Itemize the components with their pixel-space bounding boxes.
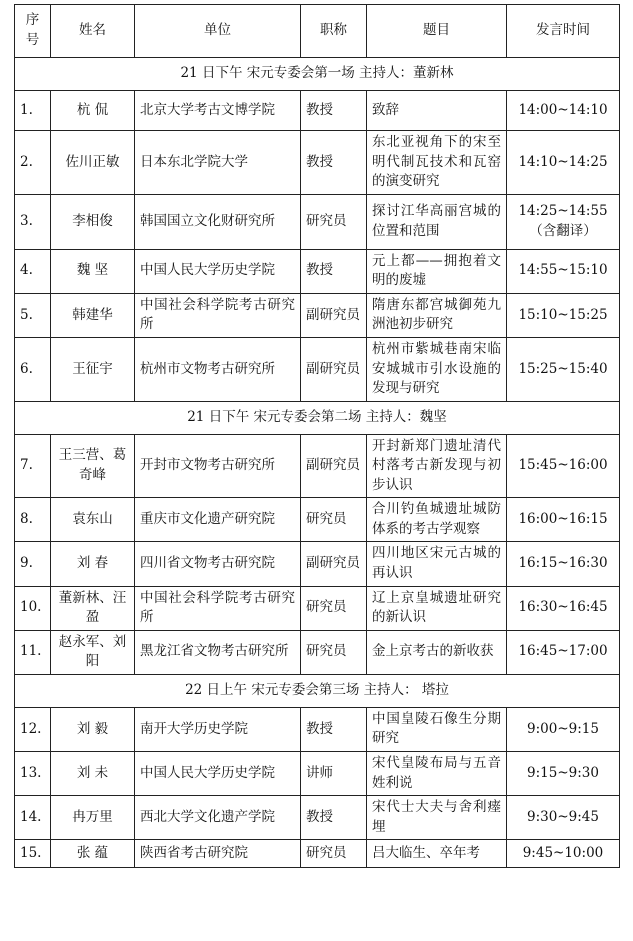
speaker-unit: 中国人民大学历史学院	[135, 249, 301, 293]
speaker-title: 副研究员	[301, 337, 367, 401]
speaker-title: 研究员	[301, 586, 367, 630]
table-row	[15, 249, 620, 293]
speaker-unit: 重庆市文化遗产研究院	[135, 498, 301, 542]
speaker-unit: 中国社会科学院考古研究所	[135, 293, 301, 337]
header-no: 序号	[15, 5, 51, 58]
table-row	[15, 751, 620, 795]
table-row	[15, 293, 620, 337]
speaker-name: 李相俊	[51, 194, 135, 249]
session-title: 22 日上午 宋元专委会第三场 主持人： 塔拉	[15, 674, 620, 707]
row-number: 12.	[15, 707, 51, 751]
talk-time-cell	[507, 293, 620, 337]
session-header-row	[15, 674, 620, 707]
speaker-name: 刘 春	[51, 542, 135, 586]
speaker-name: 张 蕴	[51, 840, 135, 868]
speaker-unit: 四川省文物考古研究院	[135, 542, 301, 586]
talk-time: 14:10~14:25	[518, 153, 608, 170]
talk-time: 16:00~16:15	[518, 511, 608, 528]
talk-time-cell	[507, 707, 620, 751]
schedule-table	[14, 4, 620, 868]
header-title: 职称	[301, 5, 367, 58]
table-row	[15, 586, 620, 630]
talk-time: 9:15~9:30	[527, 764, 599, 781]
row-number: 2.	[15, 131, 51, 195]
speaker-name: 魏 坚	[51, 249, 135, 293]
talk-topic: 吕大临生、卒年考	[367, 840, 507, 868]
talk-time-cell	[507, 91, 620, 131]
table-row	[15, 840, 620, 868]
speaker-name: 韩建华	[51, 293, 135, 337]
talk-time: 16:30~16:45	[518, 599, 608, 616]
speaker-name: 王征宇	[51, 337, 135, 401]
talk-time-cell	[507, 751, 620, 795]
table-row	[15, 542, 620, 586]
speaker-title: 教授	[301, 707, 367, 751]
talk-time-cell	[507, 194, 620, 249]
talk-time-cell	[507, 498, 620, 542]
row-number: 5.	[15, 293, 51, 337]
talk-time-cell	[507, 249, 620, 293]
talk-time-cell	[507, 796, 620, 840]
talk-topic: 合川钓鱼城遗址城防体系的考古学观察	[367, 498, 507, 542]
talk-time-cell	[507, 542, 620, 586]
row-number: 14.	[15, 796, 51, 840]
talk-topic: 东北亚视角下的宋至明代制瓦技术和瓦窑的演变研究	[367, 131, 507, 195]
speaker-unit: 中国人民大学历史学院	[135, 751, 301, 795]
talk-time-cell	[507, 630, 620, 674]
row-number: 13.	[15, 751, 51, 795]
row-number: 7.	[15, 434, 51, 498]
speaker-title: 研究员	[301, 498, 367, 542]
table-row	[15, 796, 620, 840]
talk-time: 16:15~16:30	[518, 555, 608, 572]
talk-topic: 中国皇陵石像生分期研究	[367, 707, 507, 751]
talk-topic: 隋唐东都宫城御苑九洲池初步研究	[367, 293, 507, 337]
table-row	[15, 337, 620, 401]
row-number: 3.	[15, 194, 51, 249]
header-topic: 题目	[367, 5, 507, 58]
talk-time-cell	[507, 586, 620, 630]
speaker-unit: 西北大学文化遗产学院	[135, 796, 301, 840]
session-title: 21 日下午 宋元专委会第二场 主持人：魏坚	[15, 401, 620, 434]
table-row	[15, 131, 620, 195]
session-title: 21 日下午 宋元专委会第一场 主持人：董新林	[15, 58, 620, 91]
talk-topic: 辽上京皇城遗址研究的新认识	[367, 586, 507, 630]
header-unit: 单位	[135, 5, 301, 58]
talk-time: 15:25~15:40	[518, 360, 608, 377]
speaker-unit: 韩国国立文化财研究所	[135, 194, 301, 249]
talk-time: 9:45~10:00	[522, 844, 604, 861]
row-number: 6.	[15, 337, 51, 401]
speaker-name: 赵永军、刘 阳	[51, 630, 135, 674]
session-header-row	[15, 401, 620, 434]
talk-topic: 元上都——拥抱着文明的废墟	[367, 249, 507, 293]
speaker-unit: 南开大学历史学院	[135, 707, 301, 751]
row-number: 11.	[15, 630, 51, 674]
speaker-title: 讲师	[301, 751, 367, 795]
table-row	[15, 498, 620, 542]
speaker-name: 董新林、汪 盈	[51, 586, 135, 630]
talk-time: 16:45~17:00	[518, 643, 608, 660]
speaker-title: 副研究员	[301, 542, 367, 586]
talk-topic: 宋代皇陵布局与五音姓利说	[367, 751, 507, 795]
talk-time-cell	[507, 337, 620, 401]
speaker-title: 研究员	[301, 630, 367, 674]
speaker-name: 冉万里	[51, 796, 135, 840]
row-number: 4.	[15, 249, 51, 293]
schedule-document	[14, 4, 619, 868]
speaker-name: 王三营、葛奇峰	[51, 434, 135, 498]
table-row	[15, 91, 620, 131]
talk-topic: 金上京考古的新收获	[367, 630, 507, 674]
speaker-unit: 开封市文物考古研究所	[135, 434, 301, 498]
talk-topic: 杭州市紫城巷南宋临安城城市引水设施的发现与研究	[367, 337, 507, 401]
table-row	[15, 707, 620, 751]
table-row	[15, 630, 620, 674]
row-number: 15.	[15, 840, 51, 868]
talk-time: 9:30~9:45	[527, 808, 599, 825]
speaker-unit: 中国社会科学院考古研究所	[135, 586, 301, 630]
speaker-title: 教授	[301, 91, 367, 131]
speaker-title: 教授	[301, 796, 367, 840]
session-header-row	[15, 58, 620, 91]
speaker-title: 研究员	[301, 194, 367, 249]
talk-time-note: （含翻译）	[529, 222, 597, 239]
speaker-name: 刘 未	[51, 751, 135, 795]
header-row	[15, 5, 620, 58]
talk-time: 14:25~14:55	[518, 203, 608, 220]
speaker-unit: 杭州市文物考古研究所	[135, 337, 301, 401]
talk-time: 14:00~14:10	[518, 101, 608, 118]
header-time: 发言时间	[507, 5, 620, 58]
talk-time: 15:10~15:25	[518, 306, 608, 323]
speaker-name: 杭 侃	[51, 91, 135, 131]
speaker-name: 袁东山	[51, 498, 135, 542]
speaker-name: 佐川正敏	[51, 131, 135, 195]
table-row	[15, 194, 620, 249]
row-number: 8.	[15, 498, 51, 542]
speaker-unit: 黑龙江省文物考古研究所	[135, 630, 301, 674]
talk-time: 9:00~9:15	[527, 720, 599, 737]
talk-time: 15:45~16:00	[518, 457, 608, 474]
table-row	[15, 434, 620, 498]
speaker-title: 研究员	[301, 840, 367, 868]
speaker-title: 教授	[301, 131, 367, 195]
speaker-unit: 北京大学考古文博学院	[135, 91, 301, 131]
row-number: 1.	[15, 91, 51, 131]
talk-time-cell	[507, 131, 620, 195]
speaker-unit: 陕西省考古研究院	[135, 840, 301, 868]
row-number: 9.	[15, 542, 51, 586]
speaker-title: 教授	[301, 249, 367, 293]
row-number: 10.	[15, 586, 51, 630]
speaker-name: 刘 毅	[51, 707, 135, 751]
talk-topic: 宋代士大夫与舍利瘗埋	[367, 796, 507, 840]
talk-time: 14:55~15:10	[518, 262, 608, 279]
speaker-title: 副研究员	[301, 293, 367, 337]
talk-topic: 开封新郑门遗址清代村落考古新发现与初步认识	[367, 434, 507, 498]
speaker-unit: 日本东北学院大学	[135, 131, 301, 195]
speaker-title: 副研究员	[301, 434, 367, 498]
talk-topic: 四川地区宋元古城的再认识	[367, 542, 507, 586]
talk-time-cell	[507, 434, 620, 498]
header-name: 姓名	[51, 5, 135, 58]
talk-time-cell	[507, 840, 620, 868]
talk-topic: 致辞	[367, 91, 507, 131]
talk-topic: 探讨江华高丽宫城的位置和范围	[367, 194, 507, 249]
schedule-body	[15, 58, 620, 868]
